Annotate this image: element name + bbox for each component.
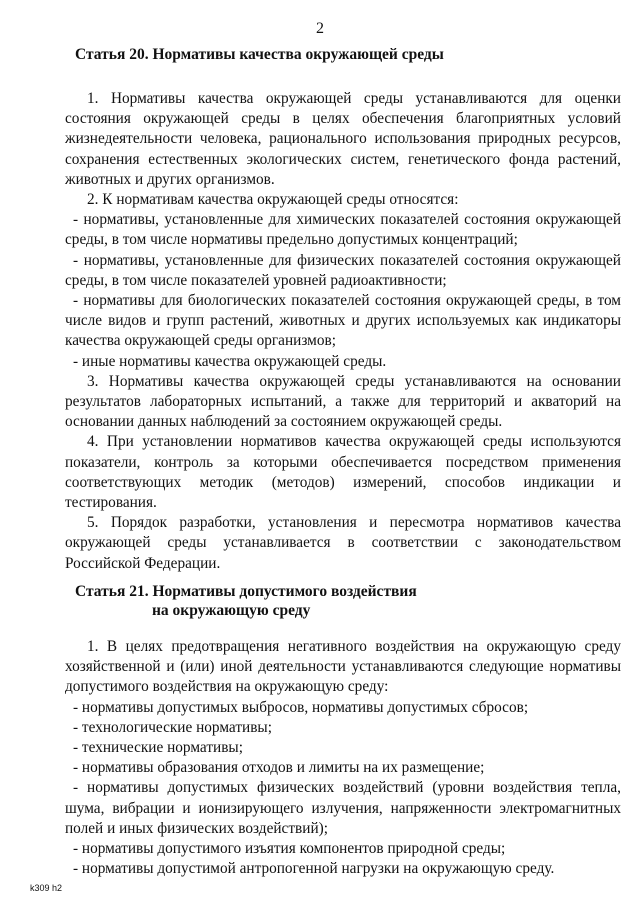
footer-code: k309 h2 <box>30 883 63 893</box>
paragraph: 1. Нормативы качества окружающей среды устанавливаются для оценки состояния окружающей среды в целях обеспечения благоприятных условий жизнедеятельности человека, рационального использования природных ресурсов, сохранения естественных экологических систем, генетического фонда растений, животных и других организмов. <box>65 90 621 188</box>
paragraph: 3. Нормативы качества окружающей среды устанавливаются на основании результатов лабораторных испытаний, а также для территорий и акваторий на основании данных наблюдений за состоянием окружающей среды. <box>65 372 621 431</box>
paragraph: 5. Порядок разработки, установления и пересмотра нормативов качества окружающей среды устанавливается в соответствии с законодательством Российской Федерации. <box>65 514 621 572</box>
list-item: - нормативы образования отходов и лимиты на их размещение; <box>73 759 485 777</box>
list-item: - нормативы для биологических показателей состояния окружающей среды, в том числе видов и групп растений, животных и других используемых как индикаторы качества окружающей среды организмов; <box>65 292 621 350</box>
list-item: - нормативы допустимой антропогенной нагрузки на окружающую среду. <box>73 860 555 878</box>
list-item: - технологические нормативы; <box>73 718 272 736</box>
article-21-title-line2: на окружающую среду <box>152 602 311 619</box>
list-item: - нормативы допустимых физических воздействий (уровни воздействия тепла, шума, вибрации и ионизирующего излучения, напряженности электромагнитных полей и иных физических воздействий); <box>65 779 621 837</box>
list-item: - нормативы допустимого изъятия компонентов природной среды; <box>73 840 506 858</box>
page-number: 2 <box>316 20 324 37</box>
paragraph: 4. При установлении нормативов качества окружающей среды используются показатели, контроль за которыми обеспечивается посредством применения соответствующих методик (методов) измерений, способов индикации и тестирования. <box>65 433 621 512</box>
article-20-heading: Статья 20. Нормативы качества окружающей среды <box>75 46 444 63</box>
list-item: - нормативы, установленные для физических показателей состояния окружающей среды, в том числе показателей уровней радиоактивности; <box>65 251 621 289</box>
article-21-heading <box>75 582 417 620</box>
list-item: - нормативы допустимых выбросов, нормативы допустимых сбросов; <box>73 698 529 716</box>
article-21-title-line1: Статья 21. Нормативы допустимого воздействия <box>75 583 417 600</box>
paragraph: 2. К нормативам качества окружающей среды относятся: <box>87 191 459 209</box>
paragraph: 1. В целях предотвращения негативного воздействия на окружающую среду хозяйственной и (или) иной деятельности устанавливаются следующие нормативы допустимого воздействия на окружающую среду: <box>65 638 621 696</box>
list-item: - иные нормативы качества окружающей среды. <box>73 352 387 370</box>
list-item: - технические нормативы; <box>73 739 243 757</box>
list-item: - нормативы, установленные для химических показателей состояния окружающей среды, в том числе нормативы предельно допустимых концентраций; <box>65 211 621 249</box>
article-21-body <box>65 637 621 879</box>
article-20-body <box>65 89 621 574</box>
